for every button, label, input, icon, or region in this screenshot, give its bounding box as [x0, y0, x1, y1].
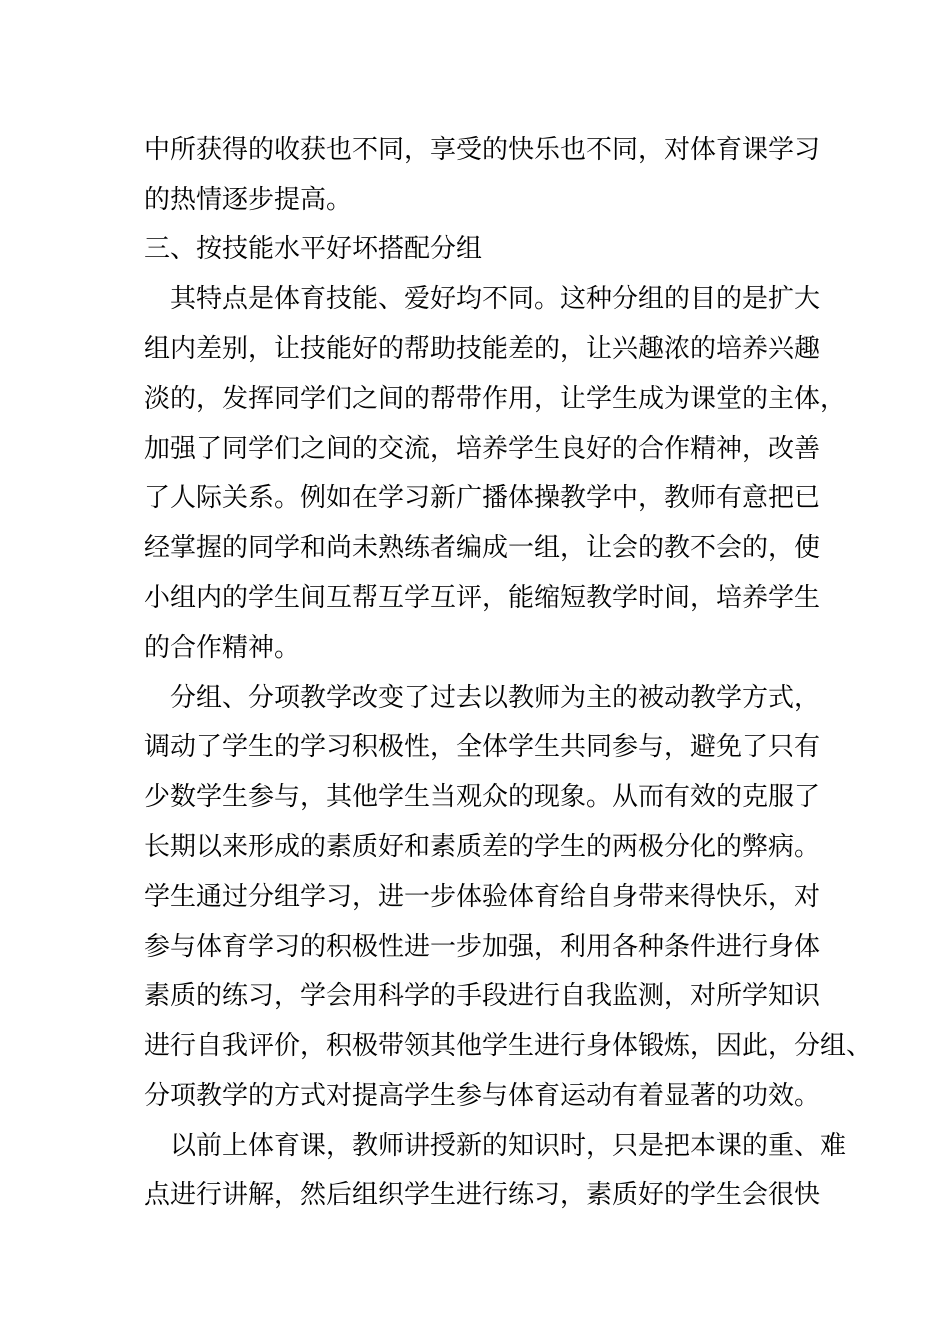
paragraph-first-line: 其特点是体育技能、爱好均不同。这种分组的目的是扩大 — [170, 284, 821, 314]
text-line: 调动了学生的学习积极性，全体学生共同参与，避免了只有 — [144, 732, 821, 762]
text-line: 小组内的学生间互帮互学互评，能缩短教学时间，培养学生 — [144, 583, 821, 613]
text-line: 参与体育学习的积极性进一步加强，利用各种条件进行身体 — [144, 932, 821, 962]
text-line: 经掌握的同学和尚未熟练者编成一组，让会的教不会的，使 — [144, 533, 821, 563]
text-line: 分项教学的方式对提高学生参与体育运动有着显著的功效。 — [144, 1081, 821, 1111]
text-line: 长期以来形成的素质好和素质差的学生的两极分化的弊病。 — [144, 832, 821, 862]
text-line: 少数学生参与，其他学生当观众的现象。从而有效的克服了 — [144, 782, 821, 812]
paragraph-first-line: 以前上体育课，教师讲授新的知识时，只是把本课的重、难 — [170, 1131, 847, 1161]
text-line: 点进行讲解，然后组织学生进行练习，素质好的学生会很快 — [144, 1180, 821, 1210]
text-line: 素质的练习，学会用科学的手段进行自我监测，对所学知识 — [144, 981, 821, 1011]
text-line: 了人际关系。例如在学习新广播体操教学中，教师有意把已 — [144, 483, 821, 513]
text-line: 学生通过分组学习，进一步体验体育给自身带来得快乐，对 — [144, 882, 821, 912]
text-line: 的合作精神。 — [144, 633, 301, 663]
text-line: 中所获得的收获也不同，享受的快乐也不同，对体育课学习 — [144, 135, 821, 165]
text-line: 加强了同学们之间的交流，培养学生良好的合作精神，改善 — [144, 434, 821, 464]
paragraph-first-line: 分组、分项教学改变了过去以教师为主的被动教学方式， — [170, 683, 821, 713]
text-line: 的热情逐步提高。 — [144, 185, 353, 215]
text-line: 进行自我评价，积极带领其他学生进行身体锻炼，因此，分组、 — [144, 1031, 873, 1061]
text-line: 组内差别，让技能好的帮助技能差的，让兴趣浓的培养兴趣 — [144, 334, 821, 364]
section-heading: 三、按技能水平好坏搭配分组 — [144, 234, 483, 264]
text-line: 淡的，发挥同学们之间的帮带作用，让学生成为课堂的主体， — [144, 384, 847, 414]
